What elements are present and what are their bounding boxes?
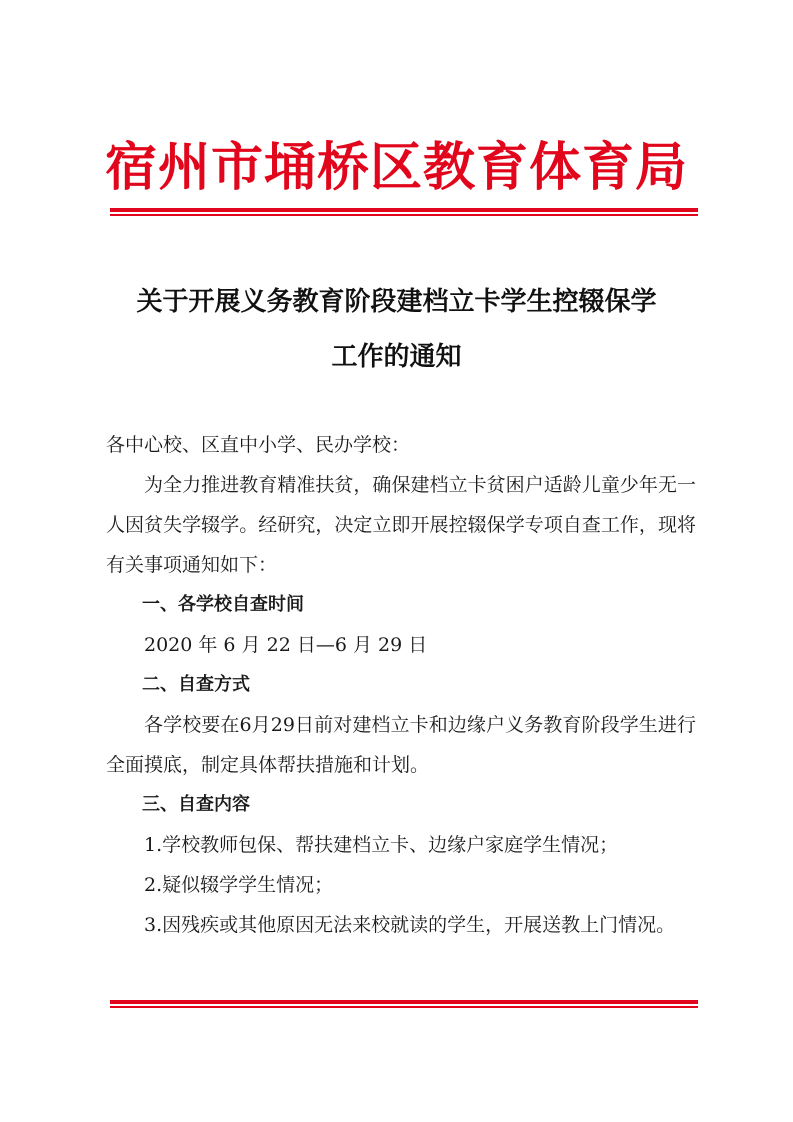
issuer-header: 宿州市埇桥区教育体育局 [104,138,688,198]
header-divider [110,208,698,216]
section-1-date: 2020 年 6 月 22 日—6 月 29 日 [144,634,428,656]
header-divider-thick [110,208,698,212]
salutation: 各中心校、区直中小学、民办学校： [106,434,411,456]
footer-divider-thick [110,1000,698,1004]
document-body [106,425,696,945]
header-divider-thin [110,214,698,216]
section-2-paragraph: 各学校要在6月29日前对建档立卡和边缘户义务教育阶段学生进行全面摸底，制定具体帮扶措施和计划。 [106,714,696,776]
document-title-line-1: 关于开展义务教育阶段建档立卡学生控辍保学 [136,287,657,317]
section-3-item-1: 1.学校教师包保、帮扶建档立卡、边缘户家庭学生情况； [144,834,619,856]
footer-divider [110,1000,698,1008]
section-3-item-3: 3.因残疾或其他原因无法来校就读的学生，开展送教上门情况。 [144,914,676,936]
section-3-heading: 三、自查内容 [142,794,250,815]
document-title-line-2: 工作的通知 [331,342,462,372]
footer-divider-thin [110,1006,698,1008]
document-title [0,275,793,385]
section-3-item-2: 2.疑似辍学学生情况； [144,874,334,896]
section-2-heading: 二、自查方式 [142,674,250,695]
section-1-heading: 一、各学校自查时间 [142,594,304,615]
intro-paragraph: 为全力推进教育精准扶贫，确保建档立卡贫困户适龄儿童少年无一人因贫失学辍学。经研究，决定立即开展控辍保学专项自查工作，现将有关事项通知如下： [106,474,696,576]
